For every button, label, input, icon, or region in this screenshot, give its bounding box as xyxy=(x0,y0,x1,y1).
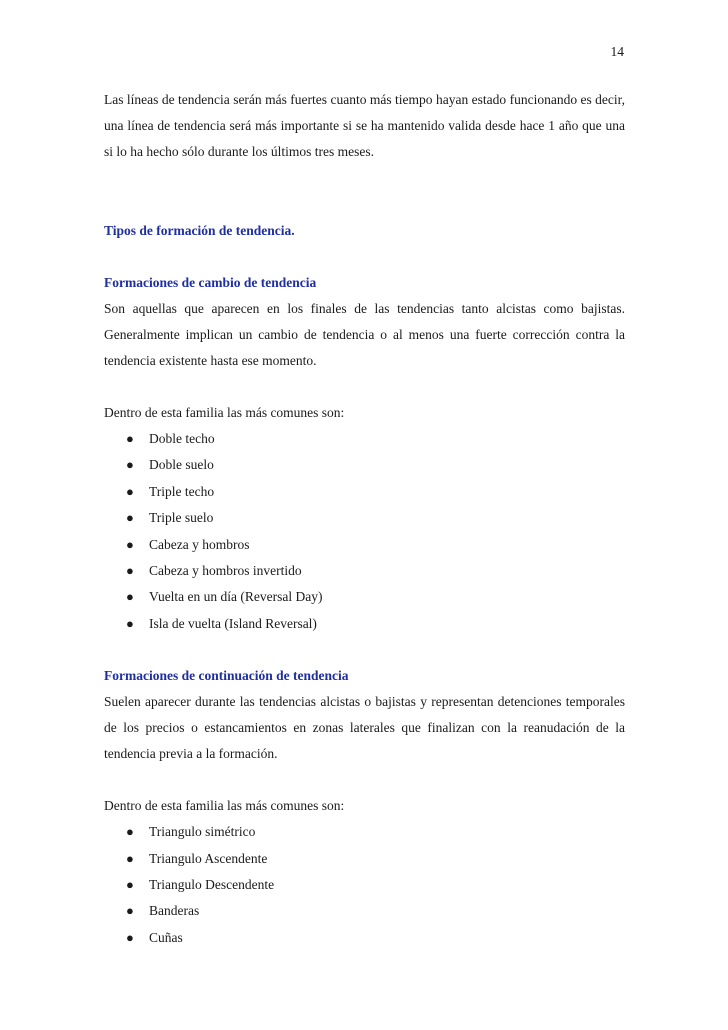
bullet-icon: ● xyxy=(126,615,134,631)
bullet-icon: ● xyxy=(126,431,134,446)
continuation-list-intro: Dentro de esta familia las más comunes son: xyxy=(104,798,345,814)
reversal-list xyxy=(104,426,625,637)
reversal-paragraph: Son aquellas que aparecen en los finales de las tendencias tanto alcistas como bajistas. Generalmente implican un cambio de tendencia o al menos una fuerte corrección contra la tendencia existente hasta ese momento. xyxy=(104,301,625,368)
bullet-icon: ● xyxy=(126,589,134,605)
list-item: ● Doble suelo xyxy=(104,452,625,478)
bullet-icon: ● xyxy=(126,563,134,579)
bullet-icon: ● xyxy=(126,903,134,919)
list-item: ● Triangulo Descendente xyxy=(104,872,625,898)
list-item: ● Banderas xyxy=(104,898,625,924)
list-item: ● Cabeza y hombros xyxy=(104,532,625,558)
bullet-icon: ● xyxy=(126,929,134,945)
list-item: ● Triple suelo xyxy=(104,505,625,531)
intro-paragraph: Las líneas de tendencia serán más fuertes cuanto más tiempo hayan estado funcionando es decir, una línea de tendencia será más importante si se ha mantenido valida desde hace 1 año que una si lo ha hecho sólo durante los últimos tres meses. xyxy=(104,92,625,159)
bullet-icon: ● xyxy=(126,877,134,893)
list-item: ● Cuñas xyxy=(104,925,625,951)
bullet-icon: ● xyxy=(126,483,134,499)
list-item: ● Triangulo simétrico xyxy=(104,819,625,845)
bullet-icon: ● xyxy=(126,510,134,526)
section-title: Tipos de formación de tendencia. xyxy=(104,223,295,238)
list-item: ● Cabeza y hombros invertido xyxy=(104,558,625,584)
bullet-icon: ● xyxy=(126,536,134,552)
list-item: ● Triple techo xyxy=(104,479,625,505)
reversal-heading: Formaciones de cambio de tendencia xyxy=(104,275,317,290)
bullet-icon: ● xyxy=(126,457,134,473)
continuation-heading: Formaciones de continuación de tendencia xyxy=(104,668,349,684)
list-item: ● Vuelta en un día (Reversal Day) xyxy=(104,584,625,610)
continuation-paragraph: Suelen aparecer durante las tendencias alcistas o bajistas y representan detenciones temporales de los precios o estancamientos en zonas laterales que finalizan con la reanudación de la tendencia previa a la formación. xyxy=(104,694,625,762)
reversal-list-intro: Dentro de esta familia las más comunes son: xyxy=(104,405,345,420)
list-item: ● Doble techo xyxy=(104,426,625,452)
continuation-list xyxy=(104,819,625,951)
list-item: ● Triangulo Ascendente xyxy=(104,846,625,872)
bullet-icon: ● xyxy=(126,824,134,840)
list-item: ● Isla de vuelta (Island Reversal) xyxy=(104,611,625,637)
document-body xyxy=(104,87,625,951)
page-number: 14 xyxy=(610,44,624,59)
bullet-icon: ● xyxy=(126,850,134,866)
